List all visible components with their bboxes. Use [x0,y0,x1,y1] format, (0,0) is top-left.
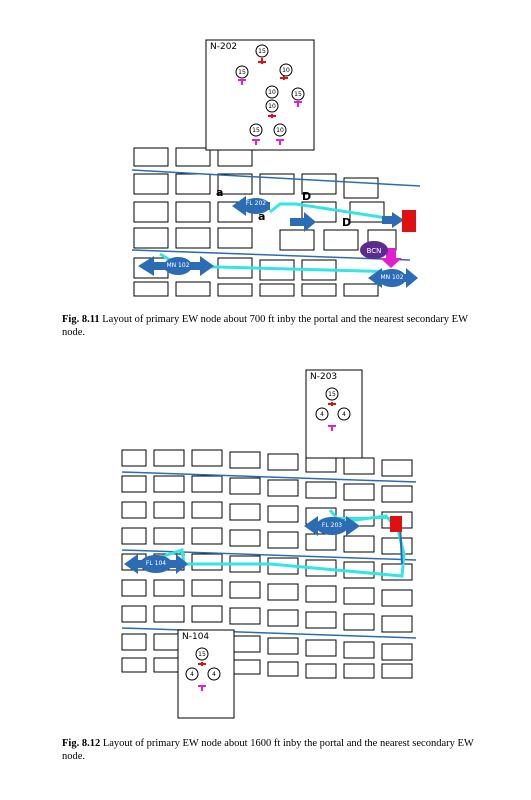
figure-8-11 [120,36,420,300]
node-circle-4: 10 [268,89,276,96]
mn-label-right: MN 102 [380,274,404,281]
node-circle-6: 10 [268,103,276,110]
svg-text:D: D [342,216,352,229]
svg-text:a: a [216,186,224,199]
node-top-circle-3: 4 [342,411,346,418]
node-top-circle-1: 15 [328,391,336,398]
svg-text:D: D [302,190,312,203]
fl-label: FL 202 [245,200,267,207]
caption-number: Fig. 8.11 [62,314,100,325]
fl-label-top: FL 203 [321,522,343,529]
figure-8-12 [120,368,420,724]
red-marker [402,210,416,232]
caption-8-11 [62,313,482,339]
node-circle-1: 15 [258,48,266,55]
node-bottom-circle-1: 15 [198,651,206,658]
caption-text: Layout of primary EW node about 700 ft inby the portal and the nearest secondary EW node. [62,314,468,338]
node-circle-2: 15 [238,69,246,76]
red-marker [390,516,402,532]
node-circle-3: 10 [282,67,290,74]
caption-8-12 [62,737,482,763]
node-box-top [306,370,362,458]
node-bottom-circle-2: 4 [190,671,194,678]
node-circle-7: 15 [252,127,260,134]
svg-text:a: a [258,210,266,223]
node-box-top-label: N-203 [310,372,338,382]
fl-label-left: FL 104 [145,560,167,567]
bcn-label: BCN [366,247,382,255]
mine-map-8-12 [120,368,420,724]
caption-number: Fig. 8.12 [62,738,101,749]
node-box-label: N-202 [210,42,238,52]
caption-text: Layout of primary EW node about 1600 ft inby the portal and the nearest secondary EW node. [62,738,474,762]
mine-map-8-11 [120,36,420,300]
mn-label-left: MN 102 [166,262,190,269]
node-box-bottom-label: N-104 [182,632,210,642]
node-circle-8: 10 [276,127,284,134]
node-circle-5: 15 [294,91,302,98]
node-top-circle-2: 4 [320,411,324,418]
node-bottom-circle-3: 4 [212,671,216,678]
